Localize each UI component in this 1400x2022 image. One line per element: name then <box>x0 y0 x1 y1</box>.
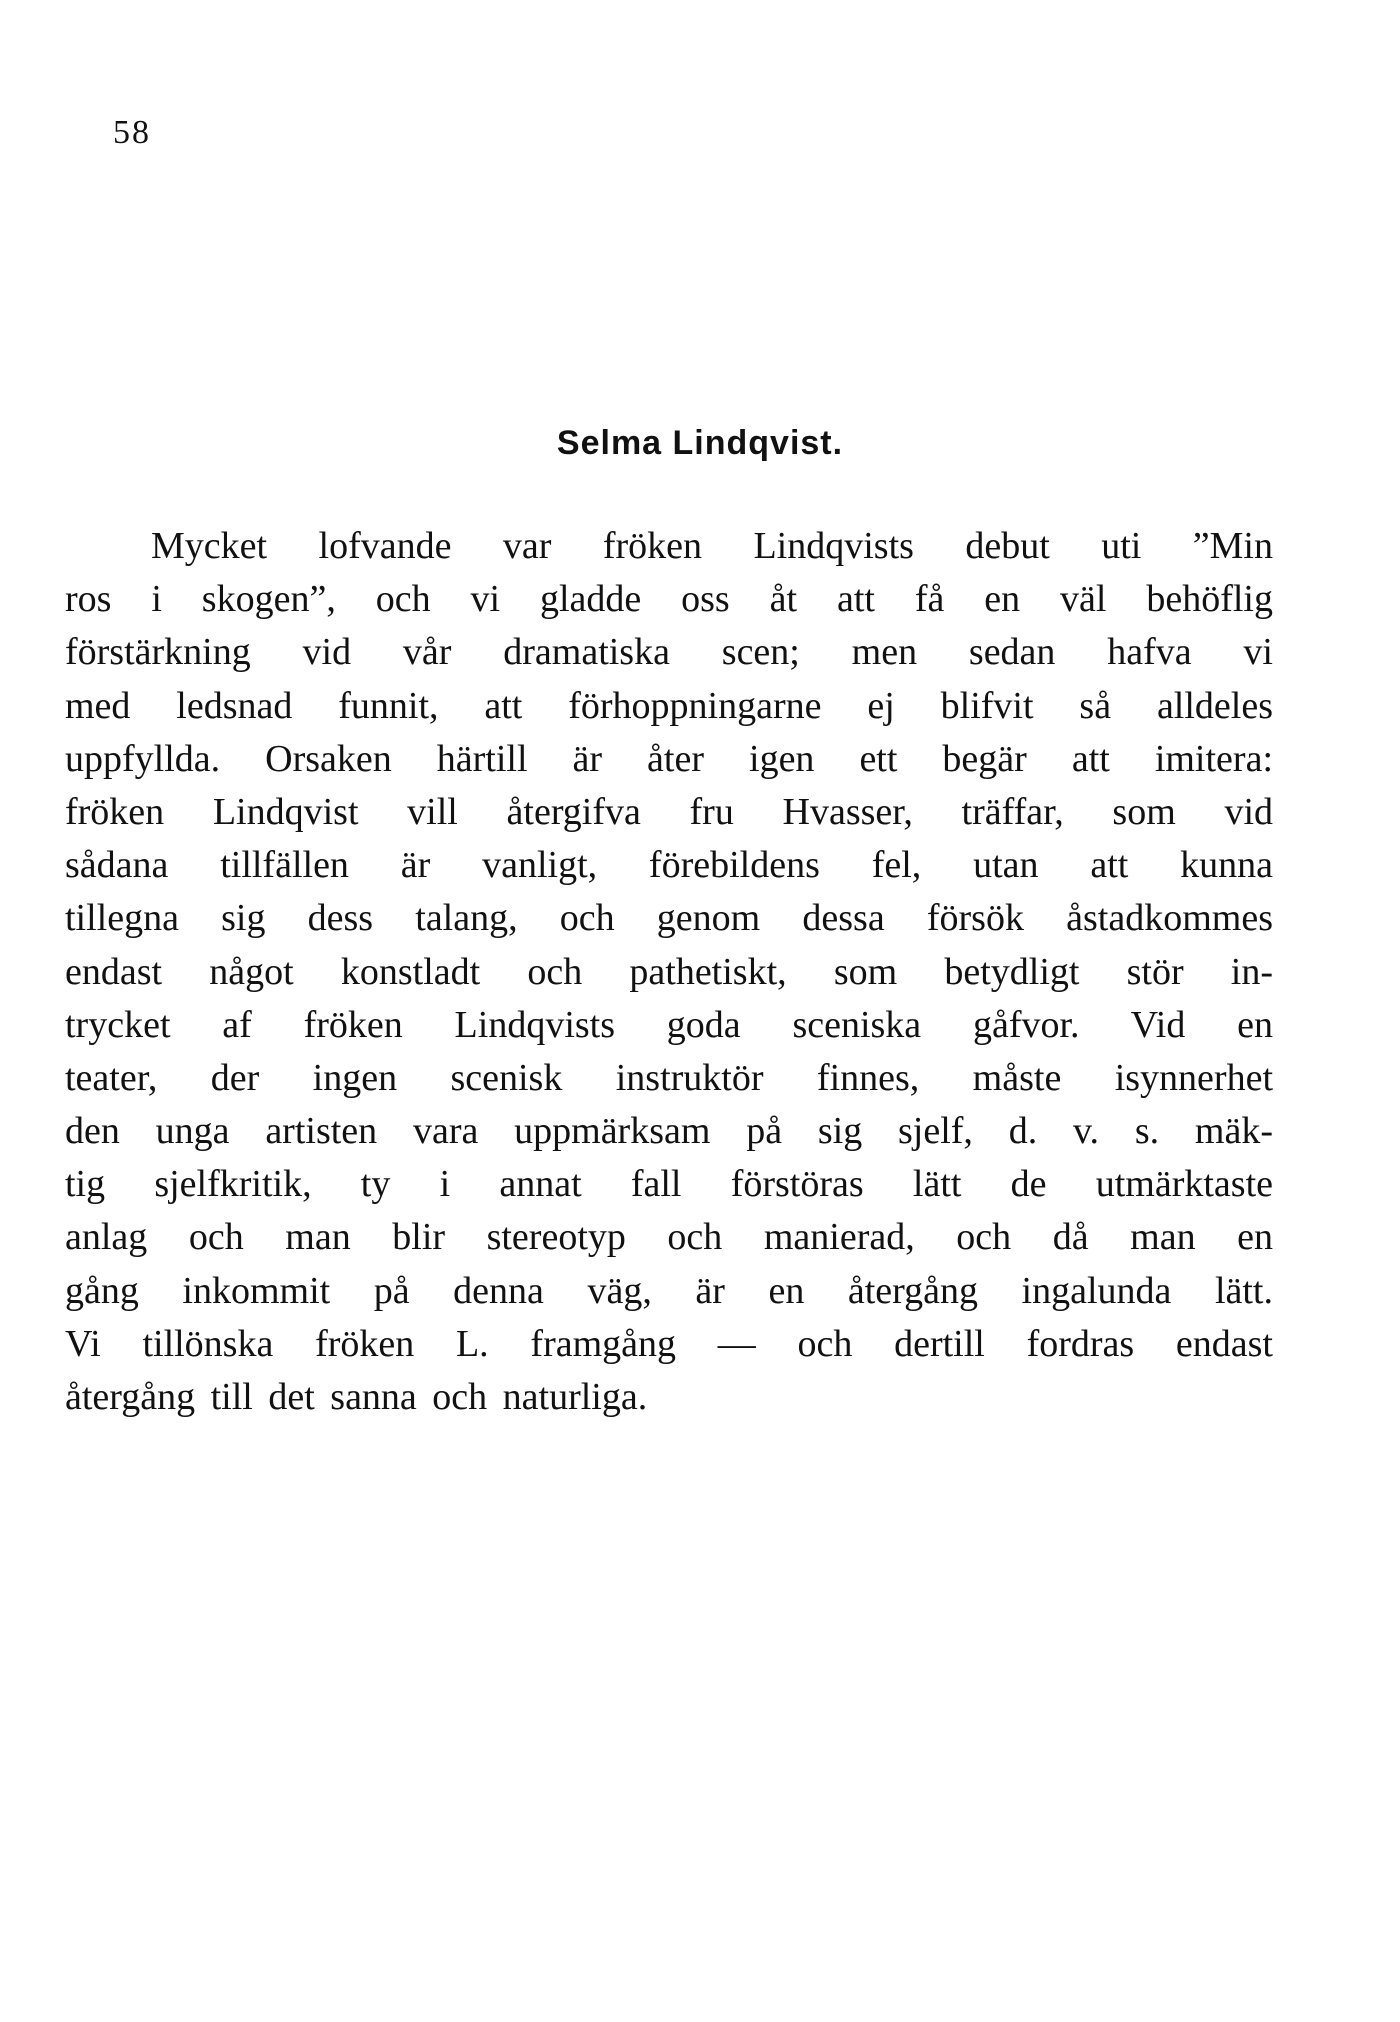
text-line: återgång till det sanna och naturliga. <box>65 1376 648 1418</box>
text-line: sådana tillfällen är vanligt, förebildens fel, utan att kunna <box>65 844 1273 887</box>
text-line: anlag och man blir stereotyp och manierad, och då man en <box>65 1216 1273 1259</box>
text-line: den unga artisten vara uppmärksam på sig sjelf, d. v. s. mäk- <box>65 1110 1273 1153</box>
article-heading: Selma Lindqvist. <box>556 424 844 462</box>
text-line: uppfyllda. Orsaken härtill är åter igen ett begär att imitera: <box>65 737 1273 780</box>
text-line: Vi tillönska fröken L. framgång — och dertill fordras endast <box>65 1322 1273 1365</box>
text-line: tig sjelfkritik, ty i annat fall förstöras lätt de utmärktaste <box>65 1163 1273 1206</box>
article-body <box>65 520 1273 1424</box>
text-line: gång inkommit på denna väg, är en återgång ingalunda lätt. <box>65 1269 1273 1312</box>
text-line: förstärkning vid vår dramatiska scen; men sedan hafva vi <box>65 631 1273 674</box>
text-line: trycket af fröken Lindqvists goda sceniska gåfvor. Vid en <box>65 1003 1273 1046</box>
text-line: teater, der ingen scenisk instruktör finnes, måste isynnerhet <box>65 1056 1273 1099</box>
text-line: endast något konstladt och pathetiskt, som betydligt stör in- <box>65 950 1273 993</box>
page-number: 58 <box>113 114 151 151</box>
text-line: med ledsnad funnit, att förhoppningarne ej blifvit så alldeles <box>65 684 1273 727</box>
text-line: fröken Lindqvist vill återgifva fru Hvasser, träffar, som vid <box>65 790 1273 833</box>
text-line: tillegna sig dess talang, och genom dessa försök åstadkommes <box>65 897 1273 940</box>
text-line: Mycket lofvande var fröken Lindqvists debut uti ”Min <box>151 525 1273 567</box>
text-line: ros i skogen”, och vi gladde oss åt att få en väl behöflig <box>65 578 1273 621</box>
